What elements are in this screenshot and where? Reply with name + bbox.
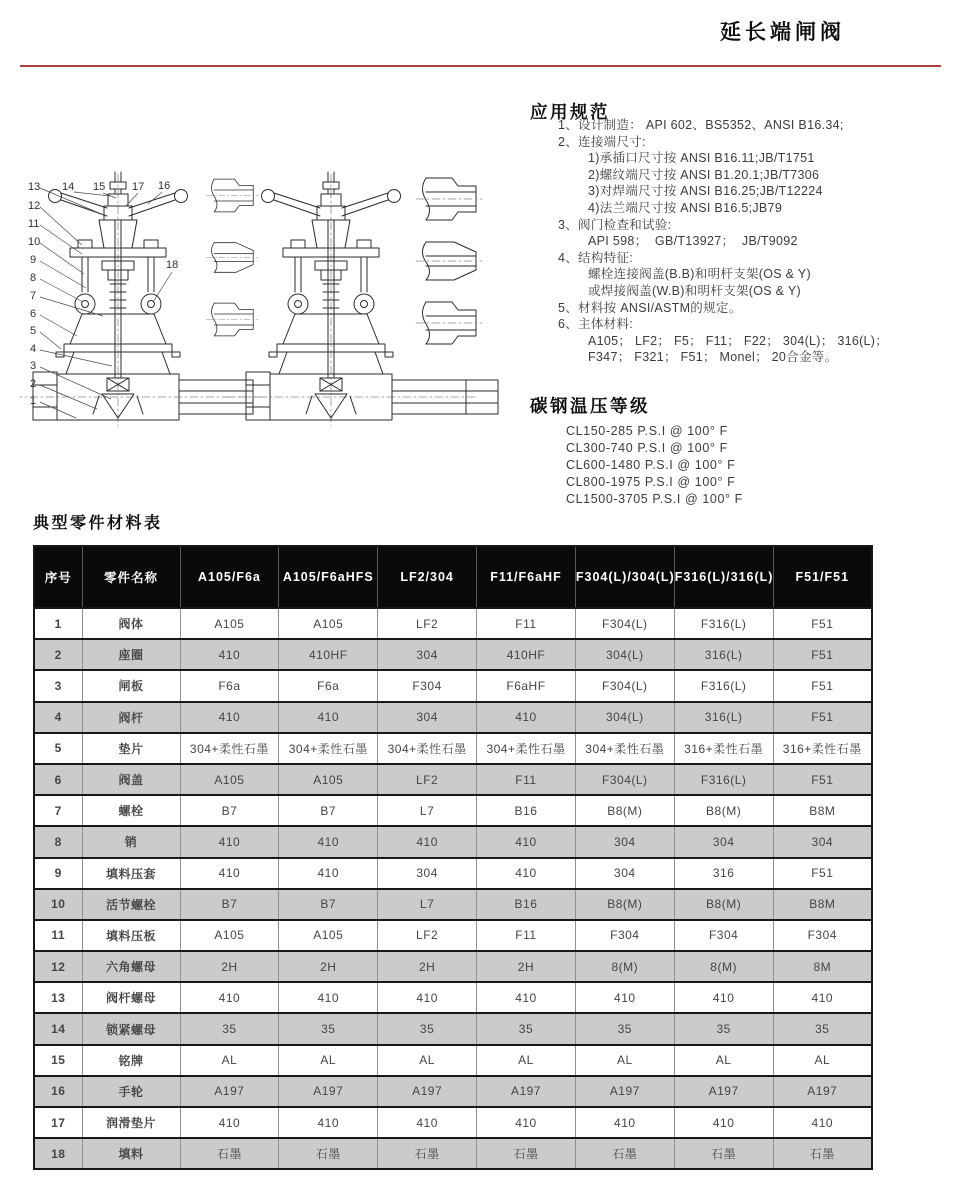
pressure-rating-list [566,423,743,508]
column-header: A105/F6a [180,546,279,608]
row-number: 8 [34,826,82,857]
material-value: AL [575,1045,674,1076]
material-value: 410 [378,826,477,857]
material-value: F51 [773,702,872,733]
material-value: B8(M) [674,795,773,826]
gate-valve-right [227,172,498,426]
material-value: AL [674,1045,773,1076]
material-value: 410HF [477,639,576,670]
callout-15: 15 [93,181,106,193]
spec-line: 6、主体材料: [558,317,634,332]
material-value: 410 [477,826,576,857]
material-value: B7 [180,795,279,826]
column-header: F316(L)/316(L) [674,546,773,608]
callout-11: 11 [28,218,40,230]
table-row [34,826,872,857]
part-name: 填料压板 [82,920,180,951]
table-row [34,889,872,920]
part-name: 锁紧螺母 [82,1013,180,1044]
material-value: 410 [773,1107,872,1138]
material-value: 304 [575,858,674,889]
spec-line: 4、结构特征: [558,250,634,265]
part-name: 阀杆螺母 [82,982,180,1013]
material-value: B8(M) [575,795,674,826]
column-header: F304(L)/304(L) [575,546,674,608]
part-name: 润滑垫片 [82,1107,180,1138]
row-number: 5 [34,733,82,764]
material-value: L7 [378,795,477,826]
material-value: F304(L) [575,608,674,639]
callout-7: 7 [30,290,37,302]
material-value: 304 [773,826,872,857]
material-value: 410 [674,1107,773,1138]
material-value: A197 [575,1076,674,1107]
table-row [34,1138,872,1169]
material-value: F51 [773,858,872,889]
end-connection-details-left [206,179,257,336]
callout-17: 17 [132,181,145,193]
table-row [34,982,872,1013]
material-value: B8(M) [575,889,674,920]
material-value: LF2 [378,764,477,795]
part-name: 手轮 [82,1076,180,1107]
column-header: F51/F51 [773,546,872,608]
material-value: 316+柔性石墨 [773,733,872,764]
material-value: A197 [773,1076,872,1107]
material-value: 35 [773,1013,872,1044]
callout-8: 8 [30,272,37,284]
material-value: 410 [180,982,279,1013]
material-value: F11 [477,608,576,639]
material-value: 8(M) [674,951,773,982]
material-value: B7 [279,889,378,920]
material-value: A105 [279,764,378,795]
spec-line: 1、设计制造： API 602、BS5352、ANSI B16.34; [558,118,844,132]
spec-line: 5、材料按 ANSI/ASTM的规定。 [558,300,742,315]
spec-line: 或焊接阀盖(W.B)和明杆支架(OS & Y) [588,283,801,298]
column-header: A105/F6aHFS [279,546,378,608]
material-value: A197 [279,1076,378,1107]
row-number: 12 [34,951,82,982]
material-value: F316(L) [674,764,773,795]
material-value: 304 [378,639,477,670]
material-value: F51 [773,670,872,701]
spec-line: A105； LF2； F5； F11； F22； 304(L)； 316(L)； [588,333,889,348]
material-value: F316(L) [674,608,773,639]
column-header: 序号 [34,546,82,608]
material-value: F6a [279,670,378,701]
material-value: A197 [378,1076,477,1107]
valve-technical-drawing [20,166,510,440]
part-name: 垫片 [82,733,180,764]
material-value: 304+柔性石墨 [477,733,576,764]
material-value: B7 [180,889,279,920]
callout-12: 12 [28,200,41,212]
materials-table-header [34,546,872,608]
pressure-rating-line: CL600-1480 P.S.I @ 100° F [566,457,736,472]
table-row [34,1076,872,1107]
part-name: 阀体 [82,608,180,639]
material-value: 35 [378,1013,477,1044]
pressure-rating-line: CL1500-3705 P.S.I @ 100° F [566,491,743,506]
callout-18: 18 [166,259,179,271]
material-value: 410 [279,858,378,889]
material-value: 304 [378,702,477,733]
callout-13: 13 [28,181,41,193]
material-value: 410 [477,858,576,889]
table-row [34,639,872,670]
material-value: 石墨 [674,1138,773,1169]
column-header: LF2/304 [378,546,477,608]
callout-2: 2 [30,378,37,390]
pressure-rating-line: CL150-285 P.S.I @ 100° F [566,424,728,438]
row-number: 7 [34,795,82,826]
material-value: 304+柔性石墨 [378,733,477,764]
material-value: 35 [279,1013,378,1044]
material-value: F51 [773,764,872,795]
row-number: 14 [34,1013,82,1044]
material-value: 410 [180,826,279,857]
material-value: AL [378,1045,477,1076]
page-title: 延长端闸阀 [720,21,845,44]
material-value: 石墨 [378,1138,477,1169]
material-value: A105 [180,608,279,639]
material-value: A197 [180,1076,279,1107]
materials-table-heading: 典型零件材料表 [33,515,163,532]
spec-line: 3)对焊端尺寸按 ANSI B16.25;JB/T12224 [588,184,823,199]
material-value: 石墨 [279,1138,378,1169]
part-name: 阀杆 [82,702,180,733]
spec-line: 1)承插口尺寸按 ANSI B16.11;JB/T1751 [588,151,815,166]
material-value: 410 [575,982,674,1013]
material-value: 石墨 [575,1138,674,1169]
row-number: 17 [34,1107,82,1138]
materials-table [33,545,873,1170]
spec-line: 螺栓连接阀盖(B.B)和明杆支架(OS & Y) [588,267,811,282]
material-value: 316+柔性石墨 [674,733,773,764]
part-name: 闸板 [82,670,180,701]
part-callout-labels [28,180,178,407]
material-value: F316(L) [674,670,773,701]
row-number: 16 [34,1076,82,1107]
material-value: 2H [180,951,279,982]
row-number: 11 [34,920,82,951]
material-value: 410 [477,1107,576,1138]
material-value: 304+柔性石墨 [279,733,378,764]
material-value: F304 [773,920,872,951]
material-value: B8(M) [674,889,773,920]
material-value: 304(L) [575,702,674,733]
part-name: 活节螺栓 [82,889,180,920]
material-value: F304 [575,920,674,951]
material-value: 石墨 [773,1138,872,1169]
table-row [34,1013,872,1044]
row-number: 13 [34,982,82,1013]
material-value: F304 [378,670,477,701]
row-number: 4 [34,702,82,733]
material-value: 35 [477,1013,576,1044]
table-row [34,1107,872,1138]
spec-line: 2)螺纹端尺寸按 ANSI B1.20.1;JB/T7306 [588,167,820,182]
material-value: 410 [279,982,378,1013]
material-value: 石墨 [180,1138,279,1169]
material-value: 304+柔性石墨 [575,733,674,764]
material-value: 35 [180,1013,279,1044]
material-value: 304(L) [575,639,674,670]
material-value: F51 [773,639,872,670]
part-name: 座圈 [82,639,180,670]
material-value: 410 [180,1107,279,1138]
column-header: F11/F6aHF [477,546,576,608]
part-callout-leaders [40,188,172,418]
table-row [34,733,872,764]
material-value: LF2 [378,608,477,639]
material-value: 35 [674,1013,773,1044]
part-name: 铭牌 [82,1045,180,1076]
material-value: A105 [180,764,279,795]
material-value: A105 [180,920,279,951]
material-value: AL [180,1045,279,1076]
column-header: 零件名称 [82,546,180,608]
material-value: 410 [477,702,576,733]
material-value: F304(L) [575,764,674,795]
material-value: LF2 [378,920,477,951]
material-value: 2H [279,951,378,982]
material-value: F304 [674,920,773,951]
callout-1: 1 [30,395,37,407]
material-value: F6aHF [477,670,576,701]
material-value: 304 [378,858,477,889]
material-value: 410 [279,702,378,733]
callout-4: 4 [30,343,37,355]
material-value: B8M [773,889,872,920]
callout-9: 9 [30,254,37,266]
row-number: 18 [34,1138,82,1169]
callout-6: 6 [30,308,37,320]
table-row [34,608,872,639]
material-value: F51 [773,608,872,639]
material-value: A105 [279,920,378,951]
material-value: 410 [279,1107,378,1138]
callout-3: 3 [30,360,37,372]
material-value: 2H [477,951,576,982]
material-value: 石墨 [477,1138,576,1169]
material-value: 410 [180,639,279,670]
material-value: AL [477,1045,576,1076]
title-divider [20,65,941,67]
material-value: AL [773,1045,872,1076]
material-value: B16 [477,889,576,920]
material-value: 304+柔性石墨 [180,733,279,764]
material-value: A105 [279,608,378,639]
table-row [34,858,872,889]
pressure-rating-line: CL800-1975 P.S.I @ 100° F [566,474,736,489]
material-value: L7 [378,889,477,920]
material-value: B16 [477,795,576,826]
table-row [34,764,872,795]
material-value: F6a [180,670,279,701]
material-value: B7 [279,795,378,826]
table-row [34,951,872,982]
material-value: B8M [773,795,872,826]
material-value: 35 [575,1013,674,1044]
material-value: 8(M) [575,951,674,982]
material-value: 410 [180,702,279,733]
specs-heading: 应用规范 [530,102,610,122]
callout-10: 10 [28,236,41,248]
table-row [34,920,872,951]
end-connection-details-right [416,178,482,344]
spec-line: API 598； GB/T13927； JB/T9092 [588,234,798,249]
material-value: 316(L) [674,702,773,733]
material-value: 2H [378,951,477,982]
table-row [34,795,872,826]
table-row [34,1045,872,1076]
row-number: 10 [34,889,82,920]
material-value: A197 [477,1076,576,1107]
material-value: 410 [674,982,773,1013]
material-value: 410 [279,826,378,857]
material-value: 410 [773,982,872,1013]
row-number: 2 [34,639,82,670]
callout-16: 16 [158,180,171,192]
material-value: 410HF [279,639,378,670]
part-name: 六角螺母 [82,951,180,982]
material-value: F11 [477,764,576,795]
material-value: F11 [477,920,576,951]
pressure-rating-line: CL300-740 P.S.I @ 100° F [566,440,728,455]
material-value: AL [279,1045,378,1076]
table-row [34,702,872,733]
spec-line: 3、阀门检查和试验: [558,217,672,232]
row-number: 15 [34,1045,82,1076]
pressure-heading: 碳钢温压等级 [530,396,650,416]
table-row [34,670,872,701]
material-value: 410 [477,982,576,1013]
part-name: 阀盖 [82,764,180,795]
spec-line: 4)法兰端尺寸按 ANSI B16.5;JB79 [588,200,783,215]
material-value: 8M [773,951,872,982]
part-name: 填料压套 [82,858,180,889]
material-value: 304 [674,826,773,857]
material-value: F304(L) [575,670,674,701]
material-value: 304 [575,826,674,857]
gate-valve-left [20,172,264,426]
material-value: 316 [674,858,773,889]
material-value: A197 [674,1076,773,1107]
callout-14: 14 [62,181,75,193]
part-name: 填料 [82,1138,180,1169]
row-number: 6 [34,764,82,795]
row-number: 9 [34,858,82,889]
spec-line: 2、连接端尺寸: [558,134,646,149]
material-value: 410 [180,858,279,889]
material-value: 410 [378,982,477,1013]
callout-5: 5 [30,325,37,337]
row-number: 1 [34,608,82,639]
specs-list [558,117,888,366]
material-value: 316(L) [674,639,773,670]
material-value: 410 [378,1107,477,1138]
spec-line: F347； F321； F51； Monel； 20合金等。 [588,350,838,365]
part-name: 螺栓 [82,795,180,826]
part-name: 销 [82,826,180,857]
material-value: 410 [575,1107,674,1138]
row-number: 3 [34,670,82,701]
